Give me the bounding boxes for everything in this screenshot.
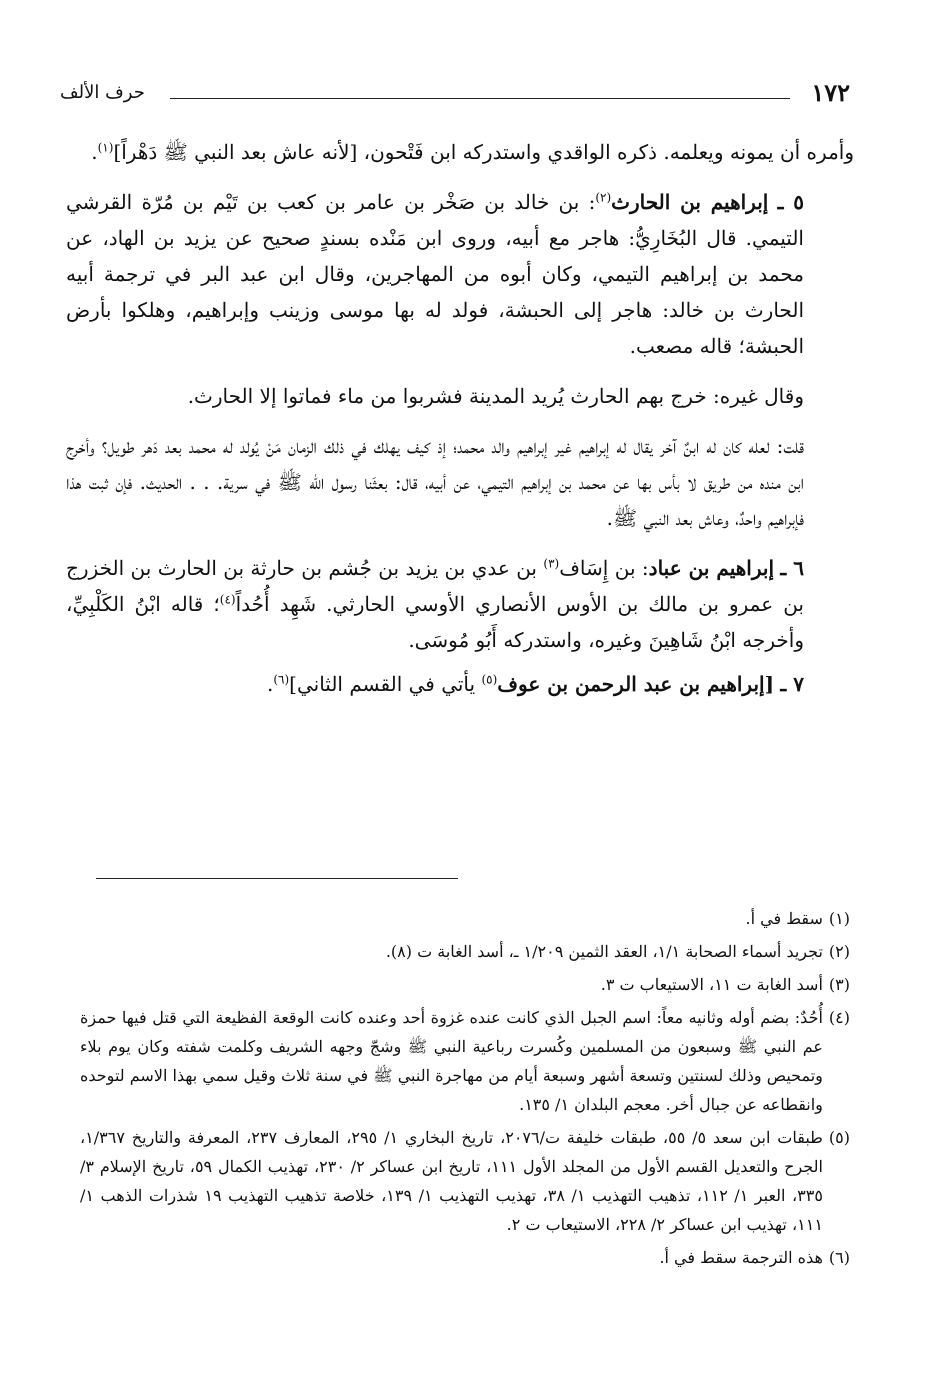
- footnote: [80, 1003, 850, 1119]
- footnote-ref: (٥): [481, 672, 498, 687]
- paragraph-continuation: [66, 134, 854, 170]
- footnote: [80, 1123, 850, 1239]
- footnote-text: تجريد أسماء الصحابة ١/١، العقد الثمين ١/٢٠٩ ـ، أسد الغابة ت (٨).: [385, 942, 823, 961]
- footnote-number: (٣): [828, 975, 850, 994]
- running-header: [60, 78, 850, 108]
- footnote-number: (٦): [828, 1248, 850, 1267]
- footnote-ref: (٦): [273, 672, 290, 687]
- entry-number: ٥ ـ: [777, 190, 805, 214]
- entry-text: يأتي في القسم الثاني]: [289, 672, 482, 696]
- footnote: [80, 904, 850, 933]
- footnote-text: أسد الغابة ت ١١، الاستيعاب ت ٣.: [600, 975, 823, 994]
- entry-5: [66, 184, 854, 364]
- footnote-number: (٥): [828, 1128, 850, 1147]
- footnote-ref: (٢): [595, 190, 612, 205]
- footnote: [80, 1243, 850, 1272]
- paragraph-text: وقال غيره: خرج بهم الحارث يُريد المدينة فشربوا من ماء فماتوا إلا الحارث.: [187, 384, 804, 408]
- entry-text: : بن إِسَاف: [559, 556, 649, 580]
- entry-text: بن عدي بن يزيد بن جُشم بن حارثة بن الحارث بن الخزرج بن عمرو بن مالك بن الأوس الأنصاري الأوسي الحارثي. شَهِد أُحُداً: [66, 556, 804, 616]
- section-title: حرف الألف: [60, 82, 145, 103]
- paragraph-note: [66, 428, 854, 536]
- entry-name: إبراهيم بن الحارث: [611, 190, 769, 214]
- footnote-ref: (٤): [219, 592, 236, 607]
- entry-7: [66, 666, 854, 702]
- footnote: [80, 937, 850, 966]
- footnote-separator: [96, 878, 458, 879]
- paragraph-text: قلت: لعله كان له ابنٌ آخر يقال له إبراهيم غير إبراهيم والد محمد؛ إذ كيف يهلك في ذلك الزمان مَنْ يُولد له محمد بعد دَهر طويل؟ وأخرج ابن منده من طريق لا بأس بها عن محمد بن إبراهيم التيمي، عن أبيه، قال: بعثَنا رسول الله ﷺ في سرية. . . الحديث. فإن ثبت هذا فإبراهيم واحدٌ، وعاش بعد النبي ﷺ.: [66, 434, 804, 530]
- footnote-ref: (١): [97, 140, 114, 155]
- entry-name: [إبراهيم بن عبد الرحمن بن عوف: [497, 672, 775, 696]
- paragraph-text: وأمره أن يمونه ويعلمه. ذكره الواقدي واستدركه ابن فَتْحون، [لأنه عاش بعد النبي ﷺ دَهْراً]: [113, 140, 854, 164]
- header-rule: [170, 98, 790, 99]
- footnote-text: طبقات ابن سعد ٥/ ٥٥، طبقات خليفة ت/٢٠٧٦، تاريخ البخاري ١/ ٢٩٥، المعارف ٢٣٧، المعرفة والتاريخ ١/٣٦٧، الجرح والتعديل القسم الأول من المجلد الأول ١١١، تاريخ ابن عساكر ٢/ ٢٣٠، تهذيب الكمال ٥٩، تاريخ الإسلام ٣/ ٣٣٥، العبر ١/ ١١٢، تذهيب التهذيب ١/ ٣٨، تهذيب التهذيب ١/ ١٣٩، خلاصة تذهيب التهذيب ١٩ شذرات الذهب ١/ ١١١، تهذيب ابن عساكر ٢/ ٢٢٨، الاستيعاب ت ٢.: [80, 1128, 823, 1234]
- footnote-number: (٤): [828, 1008, 850, 1027]
- entry-6: [66, 550, 854, 658]
- entry-text: ؛ قاله ابْنُ الكَلْبِيِّ، وأخرجه ابْنُ شَاهِينَ وغيره، واستدركه أَبُو مُوسَى.: [66, 592, 804, 652]
- page-number: ١٧٢: [811, 78, 850, 107]
- punctuation: .: [266, 672, 274, 696]
- footnotes: [80, 904, 850, 1276]
- punctuation: .: [91, 140, 98, 164]
- footnote: [80, 970, 850, 999]
- footnote-number: (١): [828, 909, 850, 928]
- footnote-number: (٢): [828, 942, 850, 961]
- entry-number: ٦ ـ: [780, 556, 805, 580]
- footnote-text: سقط في أ.: [745, 909, 823, 928]
- entry-text: : بن خالد بن صَخْر بن عامر بن كعب بن تَيْم بن مُرّة القرشي التيمي. قال البُخَارِيُّ: هاجر مع أبيه، وروى ابن مَنْده بسندٍ صحيح عن يزيد بن الهاد، عن محمد بن إبراهيم التيمي، وكان أبوه من المهاجرين، وقال ابن عبد البر في ترجمة أبيه الحارث بن خالد: هاجر إلى الحبشة، فولد له بها موسى وزينب وإبراهيم، وهلكوا بأرض الحبشة؛ قاله مصعب.: [66, 190, 804, 358]
- footnote-text: أُحُدٌ: بضم أوله وثانيه معاً: اسم الجبل الذي كانت عنده غزوة أحد وعنده كانت الوقعة الفظيعة التي قتل فيها حمزة عم النبي ﷺ وسبعون من المسلمين وكُسرت رباعية النبي ﷺ وشجّ وجهه الشريف وكلمت شفته وكان يوم بلاء وتمحيص وذلك لسنتين وتسعة أشهر وسبعة أيام من مهاجرة النبي ﷺ في سنة ثلاث وقيل سمي بهذا الاسم لتوحده وانقطاعه عن جبال أخر. معجم البلدان ١/ ١٣٥.: [80, 1008, 823, 1114]
- paragraph-other: [66, 378, 854, 414]
- entry-number: ٧ ـ: [780, 672, 804, 696]
- footnote-text: هذه الترجمة سقط في أ.: [659, 1248, 823, 1267]
- entry-name: إبراهيم بن عباد: [648, 556, 775, 580]
- main-text: [66, 134, 854, 710]
- footnote-ref: (٣): [543, 556, 560, 571]
